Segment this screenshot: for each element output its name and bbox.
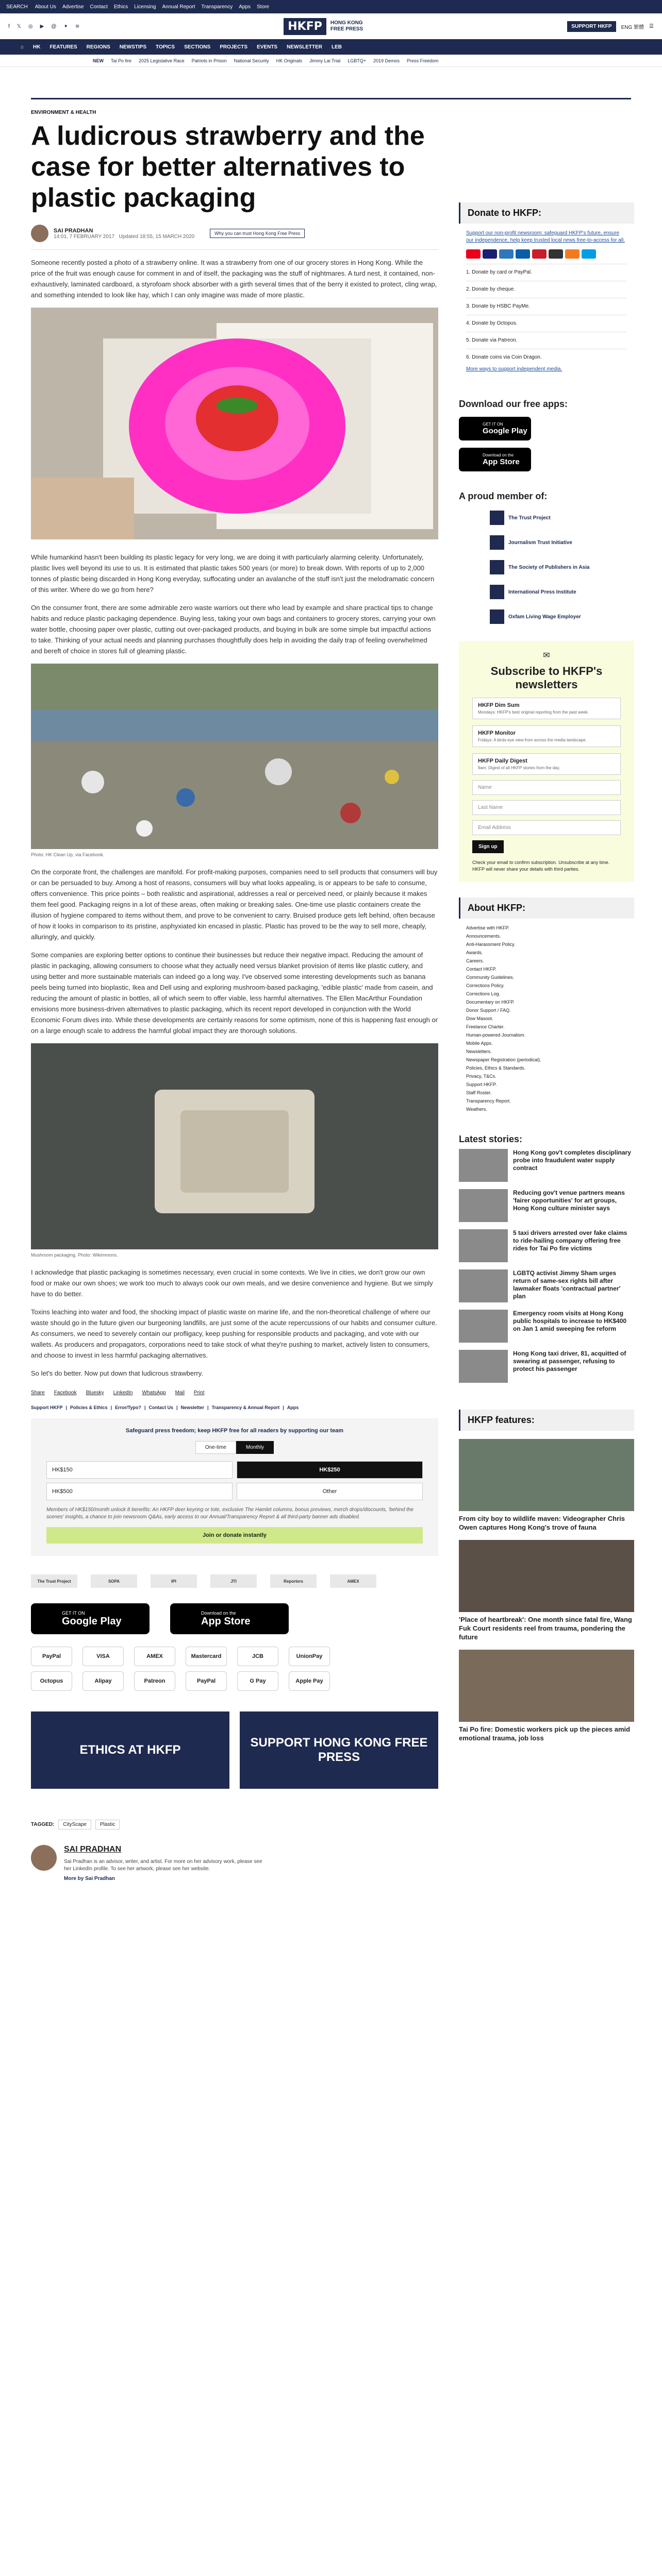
trust-link[interactable]: Why you can trust Hong Kong Free Press bbox=[210, 229, 305, 238]
signup-button[interactable]: Sign up bbox=[472, 840, 504, 853]
card-logo bbox=[483, 249, 497, 259]
about-link[interactable]: Transparency Report. bbox=[466, 1098, 511, 1104]
card-logo bbox=[582, 249, 596, 259]
donation-box bbox=[31, 1418, 438, 1556]
byline bbox=[31, 225, 438, 242]
footer-link[interactable]: Contact Us bbox=[148, 1405, 173, 1410]
divider bbox=[31, 249, 438, 250]
nl-desc: 9am: Digest of all HKFP stories from the day. bbox=[478, 766, 560, 770]
amount-option-selected[interactable]: HK$250 bbox=[237, 1461, 423, 1479]
share-mail[interactable]: Mail bbox=[175, 1390, 185, 1396]
tag-list bbox=[31, 1820, 438, 1829]
footer-link[interactable]: Apps bbox=[287, 1405, 299, 1410]
nav-home-icon[interactable]: ⌂ bbox=[21, 44, 24, 50]
strawberry-photo bbox=[31, 308, 438, 539]
nav-item[interactable]: NEWSTIPS bbox=[119, 44, 147, 50]
member-logo[interactable] bbox=[490, 583, 634, 601]
member-heading: A proud member of: bbox=[459, 491, 548, 501]
paragraph: So let's do better. Now put down that ludicrous strawberry. bbox=[31, 1369, 203, 1377]
share-bluesky[interactable]: Bluesky bbox=[86, 1390, 104, 1396]
member-name: The Trust Project bbox=[508, 515, 551, 521]
footer-link[interactable]: Support HKFP bbox=[31, 1405, 63, 1410]
store-big: Google Play bbox=[62, 1615, 122, 1627]
about-list bbox=[459, 919, 634, 1118]
badge[interactable]: JTI bbox=[210, 1574, 257, 1588]
article-title: A ludicrous strawberry and the case for better alternatives to plastic packaging bbox=[31, 121, 425, 213]
paragraph: I acknowledge that plastic packaging is sometimes necessary, even crucial in some contexts. We live in cities, we don't grow our own food or make our own shoes; we work too much to always cook our own meals, and we desire convenience and hygiene. But we simply have to do better. bbox=[31, 1268, 433, 1298]
publish-date bbox=[54, 234, 194, 240]
latest-thumb bbox=[459, 1189, 508, 1222]
latest-thumb bbox=[459, 1229, 508, 1262]
amount-option[interactable]: HK$150 bbox=[46, 1461, 233, 1479]
card-logo bbox=[532, 249, 547, 259]
util-link[interactable]: Store bbox=[257, 4, 269, 10]
article bbox=[31, 99, 438, 1882]
card-logo bbox=[466, 249, 481, 259]
newsletter-heading: Subscribe to HKFP's newsletters bbox=[490, 665, 603, 691]
member-logo[interactable] bbox=[490, 558, 634, 576]
about-link[interactable]: Contact HKFP. bbox=[466, 967, 496, 972]
latest-title: Hong Kong gov't completes disciplinary probe into fraudulent water supply contract bbox=[513, 1149, 631, 1172]
card-logo bbox=[549, 249, 563, 259]
share-button[interactable]: Share bbox=[31, 1390, 45, 1396]
paragraph: Toxins leaching into water and food, the shocking impact of plastic waste on marine life, and the non-theoretical challenge of where our waste should go in the future given our burgeoning landfills, are just some of the acute repercussions of our habits and consumer culture. As consumers, we need to severely contain our profligacy, keep pushing for responsible products and packaging, and vote with our wallets. As producers and propagators, corporations need to take stock of what they're pushing to market, actively listen to consumers, and choose to invest in less harmful packaging alternatives. bbox=[31, 1308, 437, 1359]
about-link[interactable]: Community Guidelines. bbox=[466, 975, 515, 980]
instagram-icon[interactable]: ◎ bbox=[28, 23, 33, 29]
store-small: GET IT ON bbox=[483, 422, 503, 427]
donation-heading: Safeguard press freedom; keep HKFP free for all readers by supporting our team bbox=[125, 1428, 344, 1434]
trending-label: NEW bbox=[93, 58, 104, 63]
latest-list bbox=[459, 1145, 634, 1394]
about-link[interactable]: Freelance Charter. bbox=[466, 1024, 505, 1029]
feature-card[interactable] bbox=[459, 1650, 634, 1742]
trending-item[interactable]: National Security bbox=[234, 58, 269, 63]
amount-option-other[interactable]: Other bbox=[237, 1483, 423, 1500]
donate-method[interactable]: 6. Donate coins via Coin Dragon. bbox=[466, 349, 627, 366]
about-link[interactable]: Weathers. bbox=[466, 1107, 487, 1112]
footer-link[interactable]: Transparency & Annual Report bbox=[211, 1405, 280, 1410]
member-icon bbox=[490, 560, 504, 574]
donate-method[interactable]: 4. Donate by Octopus. bbox=[466, 315, 627, 332]
account-icon[interactable]: ☰ bbox=[649, 23, 654, 29]
about-link[interactable]: Corrections Log. bbox=[466, 991, 501, 996]
util-link[interactable]: Contact bbox=[90, 4, 108, 10]
util-link[interactable]: Transparency bbox=[201, 4, 233, 10]
nav-item[interactable]: TOPICS bbox=[156, 44, 175, 50]
about-link[interactable]: Anti-Harassment Policy. bbox=[466, 942, 516, 947]
logo-line1: HONG KONG bbox=[330, 20, 363, 26]
badge[interactable]: IPI bbox=[151, 1574, 197, 1588]
logo-mark: HKFP bbox=[284, 18, 326, 35]
about-link[interactable]: Dow Masoot. bbox=[466, 1016, 493, 1021]
paragraph: On the consumer front, there are some admirable zero waste warriors out there who lead by example and share practical tips to change habits and reduce plastic packaging dependence. Buying less, taking your own bags and containers to grocery stores, carrying your own water bottle, choosing paper over plastic, cutting out over-packaged products, and buying in bulk are some simple but impactful actions to take. Thinking of your actual needs and planning purchases thoughtfully does help in avoiding the daily trap of feeling overwhelmed and bereft of choice in stores full of gleaming plastic. bbox=[31, 604, 436, 655]
footer-link[interactable]: Policies & Ethics bbox=[70, 1405, 108, 1410]
masthead-actions bbox=[567, 21, 654, 32]
feature-title: From city boy to wildlife maven: Videographer Chris Owen captures Hong Kong's trove of fauna bbox=[459, 1515, 625, 1531]
trending-item[interactable]: Patriots in Prison bbox=[191, 58, 227, 63]
badge[interactable]: AMEX bbox=[330, 1574, 376, 1588]
nav-item[interactable]: SECTIONS bbox=[184, 44, 211, 50]
features-heading: HKFP features: bbox=[459, 1410, 634, 1431]
nav-item[interactable]: FEATURES bbox=[49, 44, 77, 50]
about-link[interactable]: Privacy, T&Cs. bbox=[466, 1074, 496, 1079]
freq-monthly[interactable]: Monthly bbox=[236, 1441, 274, 1454]
about-heading: About HKFP: bbox=[459, 897, 634, 919]
share-linkedin[interactable]: LinkedIn bbox=[113, 1390, 133, 1396]
footer-link[interactable]: Newsletter bbox=[180, 1405, 205, 1410]
more-by-author-link[interactable]: More by Sai Pradhan bbox=[64, 1876, 115, 1882]
latest-title: LGBTQ activist Jimmy Sham urges return of same-sex rights bill after lawmaker floats 'contractual partner' plan bbox=[513, 1269, 621, 1300]
badge[interactable]: Reporters bbox=[270, 1574, 317, 1588]
join-donate-button[interactable]: Join or donate instantly bbox=[46, 1527, 423, 1544]
payment-logo: JCB bbox=[237, 1647, 278, 1666]
mail-icon: ✉ bbox=[543, 651, 550, 660]
latest-item[interactable] bbox=[459, 1310, 634, 1343]
payment-logo: PayPal bbox=[31, 1647, 72, 1666]
about-link[interactable]: Announcements. bbox=[466, 934, 501, 939]
more-ways-link[interactable]: More ways to support independent media. bbox=[466, 366, 562, 372]
trending-item[interactable]: HK Originals bbox=[276, 58, 303, 63]
trending-item[interactable]: LGBTQ+ bbox=[347, 58, 366, 63]
trending-bar bbox=[0, 55, 662, 67]
logo-text bbox=[330, 20, 363, 32]
article-footer-links: Support HKFP | Policies & Ethics | Error/Typo? | Contact Us | Newsletter | Transparency & Annual Report | Apps bbox=[31, 1405, 299, 1410]
latest-thumb bbox=[459, 1350, 508, 1383]
freq-one-time[interactable]: One-time bbox=[195, 1441, 236, 1454]
donate-widget bbox=[459, 202, 634, 379]
feature-title: 'Place of heartbreak': One month since fatal fire, Wang Fuk Court residents reel from trauma, pondering the future bbox=[459, 1616, 632, 1641]
util-link[interactable]: Ethics bbox=[113, 4, 128, 10]
latest-widget bbox=[459, 1134, 634, 1394]
nav-item[interactable]: NEWSLETTER bbox=[287, 44, 322, 50]
member-logo[interactable] bbox=[490, 509, 634, 527]
share-bar bbox=[31, 1390, 438, 1396]
donate-methods bbox=[466, 264, 627, 366]
trending-item[interactable]: Jimmy Lai Trial bbox=[309, 58, 341, 63]
card-logo bbox=[565, 249, 580, 259]
member-logo[interactable] bbox=[490, 608, 634, 625]
strawberry-illustration bbox=[31, 308, 438, 539]
search-link[interactable]: SEARCH bbox=[6, 4, 28, 10]
member-icon bbox=[490, 535, 504, 550]
paragraph: While humankind hasn't been building its plastic legacy for very long, we are doing it with particularly alarming celerity. Unfortunately, plastic lives well beyond its use to us. It is estimated that plastic takes 500 years (or more) to break down. With reports of up to 2,000 tonnes of plastic being discarded in Hong Kong everyday, suffocating under an avalanche of the stuff isn't just the melodramatic concern of this writer. Where do we go from here? bbox=[31, 553, 435, 594]
util-link[interactable]: Licensing bbox=[134, 4, 156, 10]
ethics-promo[interactable]: ETHICS AT HKFP bbox=[31, 1711, 229, 1789]
card-logo bbox=[499, 249, 514, 259]
promo-banners bbox=[31, 1711, 438, 1789]
beach-illustration bbox=[31, 664, 438, 849]
bluesky-icon[interactable]: ✦ bbox=[63, 23, 68, 29]
paragraph: Some companies are exploring better options to continue their businesses but reduce their negative impact. Reducing the amount of plastic in packaging, allowing consumers to choose what they actually need versus blanket provision of items like plastic cutlery, and using better and more sustainable materials can indeed go a long way. I've observed some interesting developments such as banana peels being turned into bioplastic, Ikea and Dell using and exploring mushroom-based packaging, 'edible plastic' made from casein, and reducing the amount of plastic in bottles, all of which seem to offer viable, less harmful alternatives. The Ellen MacArthur Foundation envisions more business-driven alternatives to plastic packaging, which its recent report developed in conjunction with the World Economic Forum dives into. While these developments are certainly reasons for some optimism, none of this is happening fast enough or on a large enough scale to address the harmful global impact they are thorough solutions. bbox=[31, 951, 438, 1035]
trending-item[interactable]: 2025 Legislative Race bbox=[139, 58, 185, 63]
date-text: 14:01, 7 FEBRUARY 2017 bbox=[54, 233, 115, 240]
donate-method[interactable]: 1. Donate by card or PayPal. bbox=[466, 264, 627, 281]
member-icon bbox=[490, 511, 504, 525]
nav-item[interactable]: REGIONS bbox=[86, 44, 110, 50]
about-link[interactable]: Mobile Apps. bbox=[466, 1041, 493, 1046]
util-link[interactable]: Apps bbox=[239, 4, 251, 10]
trending-item[interactable]: 2019 Demos bbox=[373, 58, 400, 63]
trending-item[interactable]: Tai Po fire bbox=[111, 58, 132, 63]
email-input[interactable]: Email Address bbox=[472, 820, 621, 835]
latest-item[interactable] bbox=[459, 1269, 634, 1302]
latest-title: Emergency room visits at Hong Kong public hospitals to increase to HK$400 on Jan 1 amid sweeping fee reform bbox=[513, 1310, 627, 1332]
footer-link[interactable]: Error/Typo? bbox=[115, 1405, 141, 1410]
about-link[interactable]: Advertise with HKFP. bbox=[466, 925, 509, 930]
mushroom-packaging-photo bbox=[31, 1043, 438, 1249]
latest-thumb bbox=[459, 1269, 508, 1302]
amount-option[interactable]: HK$500 bbox=[46, 1483, 233, 1500]
nav-item[interactable]: PROJECTS bbox=[220, 44, 248, 50]
about-link[interactable]: Newspaper Registration (periodical). bbox=[466, 1057, 541, 1062]
author-bio-avatar[interactable] bbox=[31, 1845, 57, 1871]
latest-thumb bbox=[459, 1310, 508, 1343]
about-link[interactable]: Support HKFP. bbox=[466, 1082, 497, 1087]
sidebar bbox=[459, 99, 634, 1882]
packaging-illustration bbox=[31, 1043, 438, 1249]
newsletter-box bbox=[459, 641, 634, 882]
newsletter-note: Check your email to confirm subscription. Unsubscribe at any time. HKFP will never share your details with third parties. bbox=[472, 860, 610, 872]
x-icon[interactable]: 𝕏 bbox=[16, 23, 21, 29]
author-name[interactable]: SAI PRADHAN bbox=[54, 227, 93, 234]
features-widget bbox=[459, 1410, 634, 1742]
updated-text: Updated 18:55, 15 MARCH 2020 bbox=[119, 233, 195, 240]
masthead bbox=[0, 13, 662, 39]
facebook-icon[interactable]: f bbox=[8, 23, 10, 29]
author-bio-name[interactable]: SAI PRADHAN bbox=[64, 1845, 122, 1854]
latest-item[interactable] bbox=[459, 1149, 634, 1182]
store-big: Google Play bbox=[483, 427, 527, 435]
sidebar-app-store[interactable] bbox=[459, 448, 531, 471]
payment-logo: Alipay bbox=[82, 1671, 124, 1691]
site-logo[interactable] bbox=[284, 18, 363, 35]
store-small: Download on the bbox=[483, 453, 514, 457]
nl-desc: Mondays: HKFP's best original reporting from the past week. bbox=[478, 710, 589, 715]
payment-logo: PayPal bbox=[186, 1671, 227, 1691]
about-link[interactable]: Staff Roster. bbox=[466, 1090, 492, 1095]
about-link[interactable]: Donor Support / FAQ. bbox=[466, 1008, 511, 1013]
donate-method[interactable]: 3. Donate by HSBC PayMe. bbox=[466, 298, 627, 315]
tagged-label: TAGGED: bbox=[31, 1822, 55, 1827]
donation-note: Members of HK$150/month unlock 8 benefits: An HKFP deer keyring or tote, exclusive The Hamlet columns, bonus previews, merch drops/discounts, 'behind the scenes' insights, a chance to join newsroom Q&As, early access to our Annual/Transparency Report & all third-party banner ads disabled. bbox=[46, 1507, 414, 1520]
about-widget bbox=[459, 897, 634, 1118]
newsletter-option[interactable] bbox=[472, 698, 621, 719]
payment-logo: G Pay bbox=[237, 1671, 278, 1691]
paragraph: On the corporate front, the challenges are manifold. For profit-making purposes, companies need to sell products that consumers will buy or can be persuaded to buy. Among a host of reasons, consumers will buy what looks appealing, is or appears to be safe to consume, offers convenience. This price points – both realistic and aspirational, addresses a real or perceived need, or plainly because it makes them feel good. Packaging reigns in a lot of these areas, often making or breaking sales. One-time use plastic containers create the illusion of hygiene compared to items without them, and prove to be convenient to carry. Bruised produce gets left behind, often because of how it looks in comparison to its pristine, asphyxiated kin encased in plastic. Plastic has proved to be the way to sell more, cheaply, alluringly, and quickly. bbox=[31, 868, 438, 941]
util-link[interactable]: About Us bbox=[35, 4, 56, 10]
about-link[interactable]: Human-powered Journalism. bbox=[466, 1032, 526, 1038]
author-avatar[interactable] bbox=[31, 225, 48, 242]
member-name: International Press Institute bbox=[508, 589, 576, 595]
nl-title: HKFP Monitor bbox=[478, 730, 516, 736]
card-logo bbox=[516, 249, 530, 259]
page-body bbox=[0, 99, 662, 1882]
about-link[interactable]: Newsletters. bbox=[466, 1049, 492, 1054]
beach-photo bbox=[31, 664, 438, 849]
about-link[interactable]: Policies, Ethics & Standards. bbox=[466, 1065, 526, 1071]
paragraph: Someone recently posted a photo of a strawberry online. It was a strawberry from one of our grocery stores in Hong Kong. While the price of the fruit was enough cause for comment in and of itself, the packaging was the stuff of nightmares. A turd nest, it contained, non-exhaustively, laminated cardboard, a styrofoam shock absorber with a girth several times that of the berry it existed to protect, cling wrap, and something intended to look like hay, which I can only imagine was made of more plastic. bbox=[31, 259, 437, 299]
donate-method[interactable]: 5. Donate via Patreon. bbox=[466, 332, 627, 349]
threads-icon[interactable]: @ bbox=[51, 23, 57, 29]
share-facebook[interactable]: Facebook bbox=[54, 1390, 77, 1396]
member-name: The Society of Publishers in Asia bbox=[508, 564, 590, 570]
member-name: Journalism Trust Initiative bbox=[508, 539, 572, 546]
payment-logo: VISA bbox=[82, 1647, 124, 1666]
payment-logo: AMEX bbox=[134, 1647, 175, 1666]
amount-grid bbox=[46, 1461, 423, 1500]
badge[interactable]: The Trust Project bbox=[31, 1574, 77, 1588]
nl-title: HKFP Dim Sum bbox=[478, 702, 520, 708]
trending-item[interactable]: Press Freedom bbox=[407, 58, 439, 63]
store-small: GET IT ON bbox=[62, 1610, 85, 1616]
card-logos bbox=[466, 249, 627, 259]
latest-title: 5 taxi drivers arrested over fake claims to ride-hailing company offering free rides for Tai Po fire victims bbox=[513, 1229, 627, 1252]
about-link[interactable]: Corrections Policy. bbox=[466, 983, 505, 988]
latest-thumb bbox=[459, 1149, 508, 1182]
support-promo[interactable]: SUPPORT HONG KONG FREE PRESS bbox=[240, 1711, 438, 1789]
last-name-input[interactable]: Last Name bbox=[472, 800, 621, 815]
feature-image bbox=[459, 1650, 634, 1722]
logo-line2: FREE PRESS bbox=[330, 26, 363, 32]
apps-heading: Download our free apps: bbox=[459, 399, 568, 409]
google-play-button[interactable] bbox=[31, 1603, 150, 1634]
tag[interactable]: CityScape bbox=[58, 1820, 91, 1829]
latest-heading: Latest stories: bbox=[459, 1134, 523, 1144]
store-big: App Store bbox=[483, 457, 520, 466]
feature-image bbox=[459, 1540, 634, 1612]
share-whatsapp[interactable]: WhatsApp bbox=[142, 1390, 166, 1396]
feature-title: Tai Po fire: Domestic workers pick up the pieces amid emotional trauma, job loss bbox=[459, 1725, 631, 1742]
nav-item[interactable]: EVENTS bbox=[257, 44, 278, 50]
payment-methods bbox=[31, 1647, 438, 1691]
feature-card[interactable] bbox=[459, 1439, 634, 1532]
payment-logo: Patreon bbox=[134, 1671, 175, 1691]
share-print[interactable]: Print bbox=[193, 1390, 205, 1396]
payment-logo: Octopus bbox=[31, 1671, 72, 1691]
sidebar-google-play[interactable] bbox=[459, 417, 531, 440]
photo-caption: Photo: HK Clean Up, via Facebook. bbox=[31, 852, 105, 857]
donate-method[interactable]: 2. Donate by cheque. bbox=[466, 281, 627, 298]
frequency-toggle bbox=[46, 1441, 423, 1454]
member-list bbox=[459, 509, 634, 625]
latest-item[interactable] bbox=[459, 1350, 634, 1383]
member-icon bbox=[490, 609, 504, 624]
newsletter-option[interactable] bbox=[472, 753, 621, 775]
latest-item[interactable] bbox=[459, 1229, 634, 1262]
author-bio bbox=[31, 1845, 438, 1882]
utility-bar bbox=[0, 0, 662, 13]
partner-badges bbox=[31, 1574, 438, 1588]
article-category[interactable]: ENVIRONMENT & HEALTH bbox=[31, 110, 96, 115]
author-bio-text: Sai Pradhan is an advisor, writer, and artist. For more on her advisory work, please see her LinkedIn profile. To see her artwork, please see her website. bbox=[64, 1859, 262, 1872]
nav-item[interactable]: HK bbox=[33, 44, 41, 50]
youtube-icon[interactable]: ▶ bbox=[40, 23, 44, 29]
feature-image bbox=[459, 1439, 634, 1511]
about-link[interactable]: Careers. bbox=[466, 958, 484, 963]
nl-desc: Fridays: A birds-eye view from across the media landscape. bbox=[478, 738, 587, 742]
latest-title: Hong Kong taxi driver, 81, acquitted of swearing at passenger, refusing to protect his passenger bbox=[513, 1350, 626, 1372]
payment-logo: Mastercard bbox=[186, 1647, 227, 1666]
app-store-button[interactable] bbox=[170, 1603, 289, 1634]
util-link[interactable]: Advertise bbox=[62, 4, 84, 10]
badge[interactable]: SOPA bbox=[91, 1574, 137, 1588]
name-input[interactable]: Name bbox=[472, 780, 621, 795]
support-button[interactable]: SUPPORT HKFP bbox=[567, 21, 616, 32]
nl-title: HKFP Daily Digest bbox=[478, 758, 527, 764]
util-link[interactable]: Annual Report bbox=[162, 4, 195, 10]
store-small: Download on the bbox=[201, 1610, 236, 1616]
member-icon bbox=[490, 585, 504, 599]
donate-heading: Donate to HKFP: bbox=[459, 202, 634, 224]
latest-title: Reducing gov't venue partners means 'fairer opportunities' for art groups, Hong Kong culture minister says bbox=[513, 1189, 625, 1212]
social-row bbox=[8, 24, 79, 29]
language-switch[interactable]: ENG 繁體 bbox=[621, 24, 644, 30]
member-logo[interactable] bbox=[490, 534, 634, 551]
latest-item[interactable] bbox=[459, 1189, 634, 1222]
app-store-buttons bbox=[31, 1603, 438, 1634]
rss-icon[interactable]: ≋ bbox=[75, 23, 80, 29]
member-name: Oxfam Living Wage Employer bbox=[508, 614, 581, 620]
nav-item[interactable]: LEB bbox=[332, 44, 342, 50]
about-link[interactable]: Awards. bbox=[466, 950, 483, 955]
tag[interactable]: Plastic bbox=[95, 1820, 120, 1829]
newsletter-option[interactable] bbox=[472, 725, 621, 747]
main-nav bbox=[0, 39, 662, 55]
utility-links bbox=[35, 4, 269, 10]
donate-text-link[interactable]: Support our non-profit newsroom: safeguard HKFP's future, ensure our independence, help keep trusted local news free-to-access for all. bbox=[466, 230, 625, 243]
payment-logo: UnionPay bbox=[289, 1647, 330, 1666]
store-big: App Store bbox=[201, 1615, 251, 1627]
photo-caption: Mushroom packaging. Photo: Wikimmons. bbox=[31, 1252, 118, 1258]
about-link[interactable]: Documentary on HKFP. bbox=[466, 999, 515, 1005]
feature-card[interactable] bbox=[459, 1540, 634, 1641]
payment-logo: Apple Pay bbox=[289, 1671, 330, 1691]
